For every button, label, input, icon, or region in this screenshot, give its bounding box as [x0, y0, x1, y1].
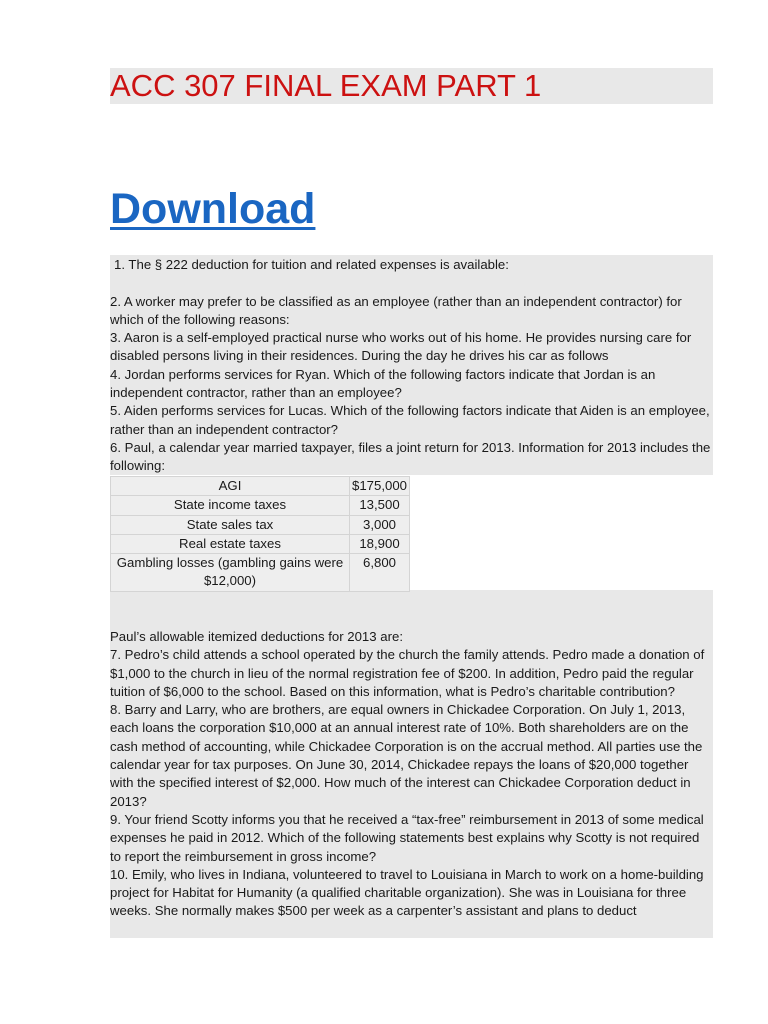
questions-bottom: [110, 628, 713, 921]
table-row: [111, 496, 410, 515]
questions-top: [110, 256, 713, 476]
question-6-continuation: Paul’s allowable itemized deductions for 2013 are:: [110, 629, 403, 644]
question-2: 2. A worker may prefer to be classified as an employee (rather than an independent contractor) for which of the following reasons:: [110, 293, 682, 327]
question-10: 10. Emily, who lives in Indiana, volunteered to travel to Louisiana in March to work on a home-building project for Habitat for Humanity (a qualified charitable organization). She was in Louisiana for three weeks. She normally makes $500 per week as a carpenter’s assistant and plans to deduct: [110, 866, 704, 919]
page-title: ACC 307 FINAL EXAM PART 1: [110, 68, 542, 103]
row-value: 18,900: [350, 534, 410, 553]
row-label: Real estate taxes: [111, 534, 350, 553]
row-value: 3,000: [350, 515, 410, 534]
row-label: State sales tax: [111, 515, 350, 534]
row-value: 6,800: [350, 554, 410, 592]
question-4: 4. Jordan performs services for Ryan. Which of the following factors indicate that Jordan is an independent contractor, rather than an employee?: [110, 366, 656, 401]
row-label: AGI: [111, 477, 350, 496]
row-value: 13,500: [350, 496, 410, 515]
row-value: $175,000: [350, 477, 410, 496]
paragraph-gap: [110, 274, 713, 292]
question-3: 3. Aaron is a self-employed practical nurse who works out of his home. He provides nursing care for disabled persons living in their residences. During the day he drives his car as follows: [110, 330, 692, 364]
itemized-deductions-table: [110, 476, 410, 592]
question-8: 8. Barry and Larry, who are brothers, are equal owners in Chickadee Corporation. On July 1, 2013, each loans the corporation $10,000 at an annual interest rate of 10%. Both shareholders are on the cash method of accounting, while Chickadee Corporation is on the accrual method. All parties use the calendar year for tax purposes. On June 30, 2014, Chickadee repays the loans of $20,000 together with the specified interest of $2,000. How much of the interest can Chickadee Corporation deduct in 2013?: [110, 702, 703, 809]
table-row: [111, 477, 410, 496]
title-bar: [110, 68, 713, 104]
question-5: 5. Aiden performs services for Lucas. Which of the following factors indicate that Aiden is an employee, rather than an independent contractor?: [110, 403, 710, 437]
question-7: 7. Pedro’s child attends a school operated by the church the family attends. Pedro made a donation of $1,000 to the church in lieu of the normal registration fee of $200. In addition, Pedro paid the regular tuition of $6,000 to the school. Based on this information, what is Pedro’s charitable contribution?: [110, 647, 705, 699]
download-link[interactable]: Download: [110, 185, 316, 233]
question-6: 6. Paul, a calendar year married taxpayer, files a joint return for 2013. Information for 2013 includes the following:: [110, 439, 711, 474]
question-1: 1. The § 222 deduction for tuition and related expenses is available:: [114, 257, 509, 272]
row-label: State income taxes: [111, 496, 350, 515]
table-row: [111, 554, 410, 592]
table-row: [111, 515, 410, 534]
table-row: [111, 534, 410, 553]
question-9: 9. Your friend Scotty informs you that he received a “tax-free” reimbursement in 2013 of some medical expenses he paid in 2012. Which of the following statements best explains why Scotty is not required to report the reimbursement in gross income?: [110, 811, 704, 864]
row-label: Gambling losses (gambling gains were $12,000): [111, 554, 350, 592]
